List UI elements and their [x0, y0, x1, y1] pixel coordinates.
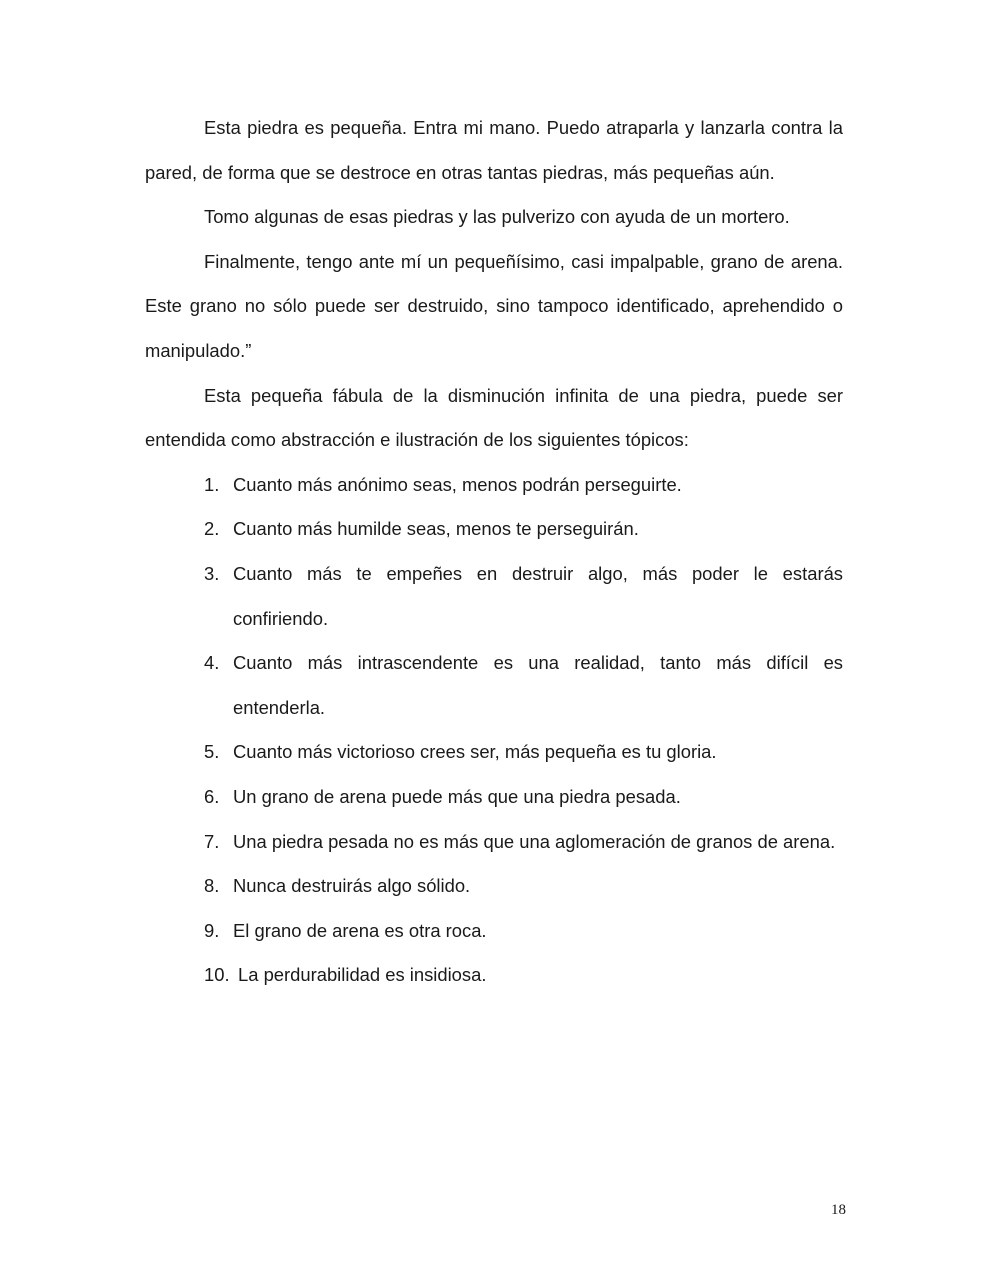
- list-number: 3.: [204, 562, 220, 584]
- list-number: 8.: [204, 875, 220, 897]
- list-text: Nunca destruirás algo sólido.: [233, 875, 471, 897]
- list-item: [145, 552, 843, 641]
- paragraph: Esta piedra es pequeña. Entra mi mano. Puedo atraparla y lanzarla contra la pared, de forma que se destroce en otras tantas piedras, más pequeñas aún.: [145, 117, 843, 183]
- list-number: 2.: [204, 518, 220, 540]
- list-number: 4.: [204, 652, 220, 674]
- list-text: Cuanto más anónimo seas, menos podrán perseguirte.: [233, 473, 682, 495]
- list-item: [145, 864, 843, 909]
- list-number: 7.: [204, 830, 220, 852]
- list-text: Un grano de arena puede más que una piedra pesada.: [233, 785, 681, 807]
- list-item: [145, 641, 843, 730]
- list-number: 6.: [204, 785, 220, 807]
- list-item: [145, 730, 843, 775]
- paragraph: Esta pequeña fábula de la disminución infinita de una piedra, puede ser entendida como abstracción e ilustración de los siguientes tópicos:: [145, 384, 843, 451]
- list-text: Cuanto más intrascendente es una realidad, tanto más difícil es entenderla.: [233, 652, 843, 718]
- list-item: [145, 953, 843, 998]
- list-text: La perdurabilidad es insidiosa.: [238, 964, 487, 986]
- page-number: 18: [831, 1202, 846, 1218]
- list-text: El grano de arena es otra roca.: [233, 919, 487, 941]
- paragraph: Finalmente, tengo ante mí un pequeñísimo, casi impalpable, grano de arena. Este grano no sólo puede ser destruido, sino tampoco identificado, aprehendido o manipulado.”: [145, 250, 843, 361]
- list-number: 5.: [204, 741, 220, 763]
- list-item: [145, 463, 843, 508]
- topics-list: [145, 463, 843, 998]
- list-text: Cuanto más humilde seas, menos te perseguirán.: [233, 518, 639, 540]
- list-number: 9.: [204, 919, 220, 941]
- list-text: Cuanto más te empeñes en destruir algo, más poder le estarás confiriendo.: [233, 562, 843, 629]
- list-item: [145, 775, 843, 820]
- list-number: 1.: [204, 473, 220, 495]
- list-number: 10.: [204, 964, 230, 986]
- paragraph: Tomo algunas de esas piedras y las pulverizo con ayuda de un mortero.: [204, 206, 790, 228]
- list-text: Cuanto más victorioso crees ser, más pequeña es tu gloria.: [233, 741, 717, 763]
- list-item: [145, 507, 843, 552]
- list-item: [145, 820, 843, 865]
- list-item: [145, 909, 843, 954]
- list-text: Una piedra pesada no es más que una aglomeración de granos de arena.: [233, 830, 836, 852]
- body-text: [145, 106, 843, 998]
